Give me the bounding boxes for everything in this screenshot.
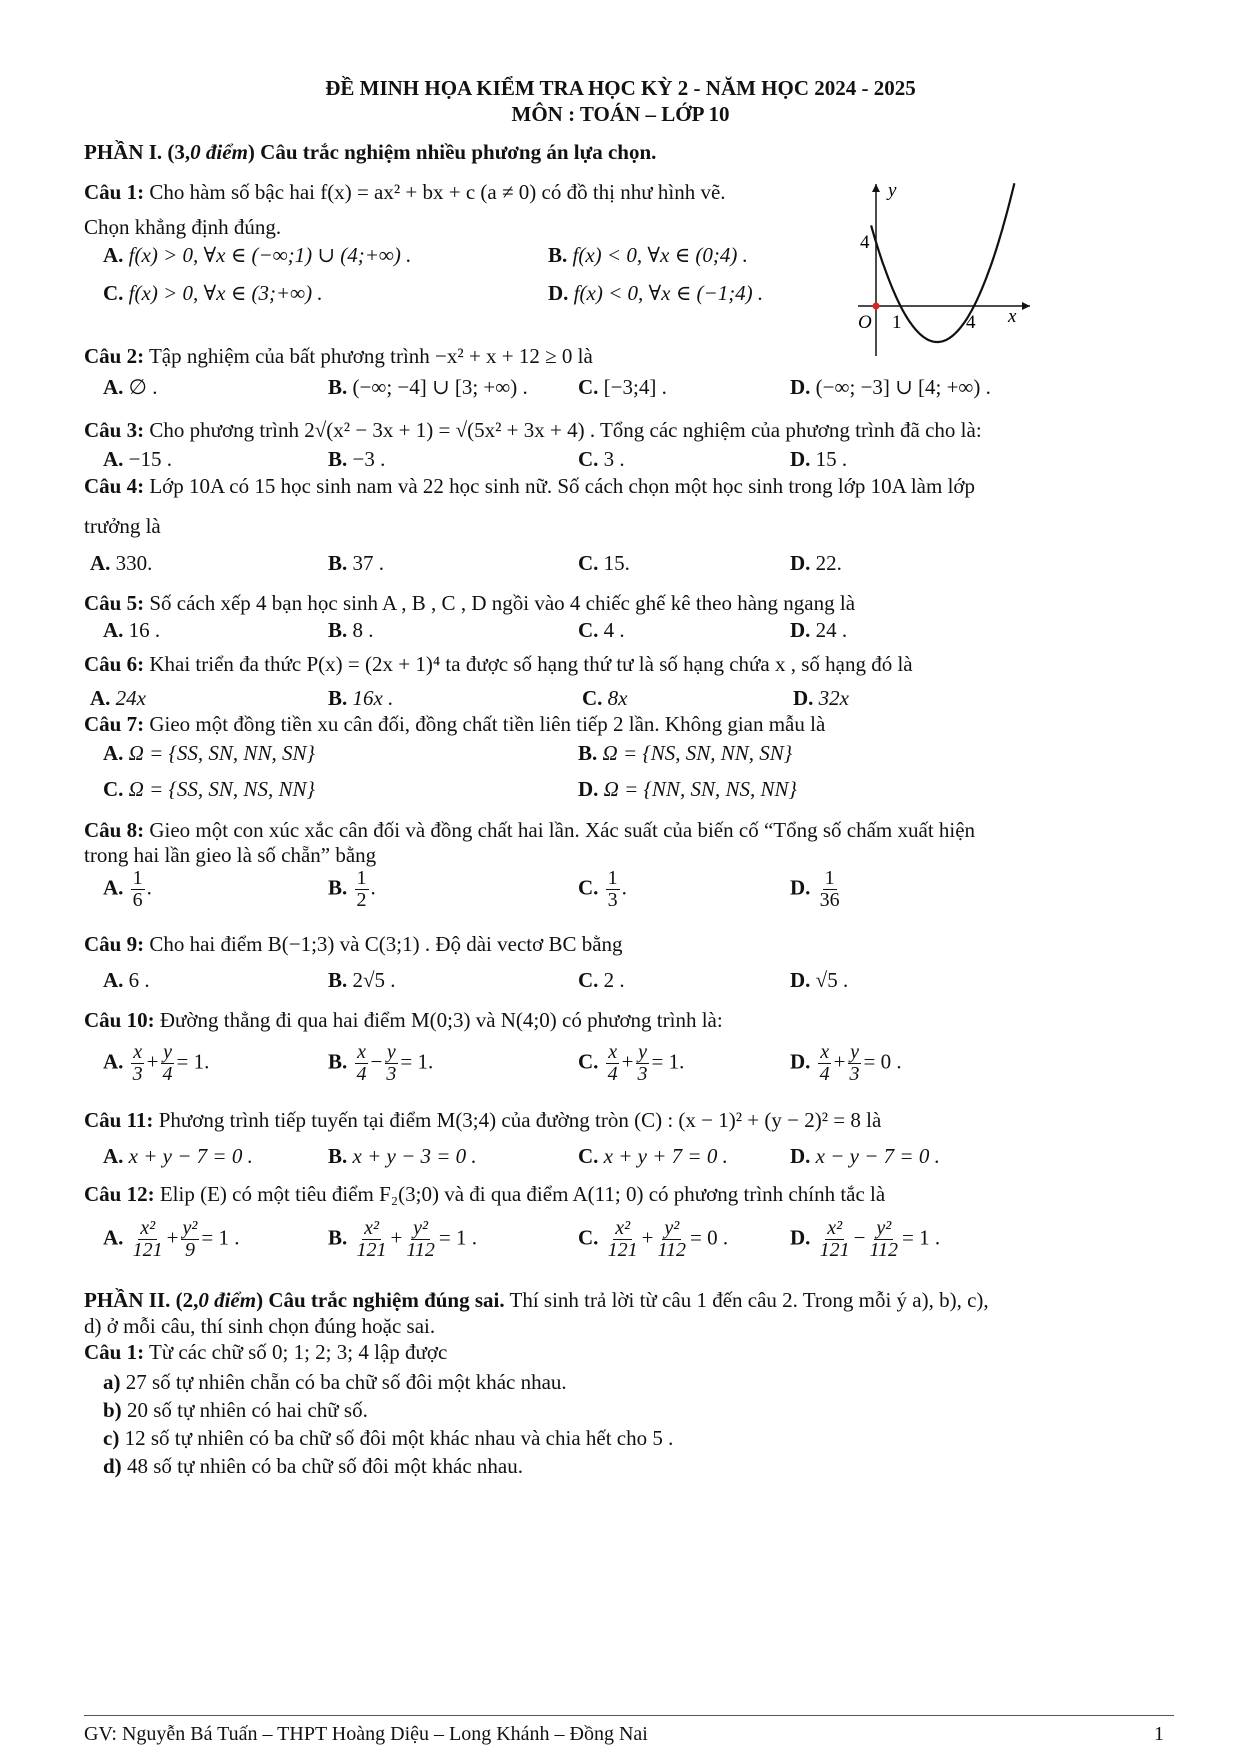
q11-option-d: D. x − y − 7 = 0 . bbox=[790, 1144, 940, 1168]
q5-option-b: B. 8 . bbox=[328, 618, 374, 642]
q6-option-b: B. 16x . bbox=[328, 686, 394, 710]
q9-option-d: D. √5 . bbox=[790, 968, 849, 992]
question-1-line2: Chọn khẳng định đúng. bbox=[84, 215, 282, 239]
question-7: Câu 7: Gieo một đồng tiền xu cân đối, đồng chất tiền liên tiếp 2 lần. Không gian mẫu là bbox=[84, 712, 826, 736]
q6-option-c: C. 8x bbox=[582, 686, 628, 710]
q2-option-b: B. (−∞; −4] ∪ [3; +∞) . bbox=[328, 375, 528, 399]
q3-option-c: C. 3 . bbox=[578, 447, 625, 471]
q3-option-b: B. −3 . bbox=[328, 447, 386, 471]
footer-divider bbox=[84, 1715, 1174, 1716]
parabola-graph bbox=[848, 178, 1038, 358]
q3-option-a: A. −15 . bbox=[103, 447, 173, 471]
part1-heading: PHẦN I. (3,0 điểm) Câu trắc nghiệm nhiều phương án lựa chọn. bbox=[84, 140, 657, 164]
graph-tick-4: 4 bbox=[966, 312, 976, 333]
q5-option-d: D. 24 . bbox=[790, 618, 848, 642]
q4-option-c: C. 15. bbox=[578, 551, 630, 575]
footer-author: GV: Nguyễn Bá Tuấn – THPT Hoàng Diệu – Long Khánh – Đồng Nai bbox=[84, 1723, 648, 1745]
q8-option-b: B. $\frac{1}{2}$ . bbox=[328, 867, 376, 911]
q7-option-a: A. Ω = {SS, SN, NN, SN} bbox=[103, 741, 315, 765]
q6-option-a: A. 24x bbox=[90, 686, 146, 710]
q5-option-c: C. 4 . bbox=[578, 618, 625, 642]
q6-option-d: D. 32x bbox=[793, 686, 849, 710]
part2-item-b: b) 20 số tự nhiên có hai chữ số. bbox=[103, 1398, 368, 1422]
q8-option-d: D. $\frac{1}{36}$ bbox=[790, 867, 840, 911]
q2-option-d: D. (−∞; −3] ∪ [4; +∞) . bbox=[790, 375, 991, 399]
question-10: Câu 10: Đường thẳng đi qua hai điểm M(0;3) và N(4;0) có phương trình là: bbox=[84, 1008, 723, 1032]
exam-title: ĐỀ MINH HỌA KIỂM TRA HỌC KỲ 2 - NĂM HỌC 2024 - 2025 bbox=[325, 76, 916, 100]
q7-option-b: B. Ω = {NS, SN, NN, SN} bbox=[578, 741, 793, 765]
question-8: Câu 8: Gieo một con xúc xắc cân đối và đồng chất hai lần. Xác suất của biến cố “Tổng số chấm xuất hiện bbox=[84, 818, 976, 842]
part2-question-1: Câu 1: Từ các chữ số 0; 1; 2; 3; 4 lập được bbox=[84, 1340, 448, 1364]
part2-item-d: d) 48 số tự nhiên có ba chữ số đôi một khác nhau. bbox=[103, 1454, 523, 1478]
page-footer bbox=[84, 1723, 1174, 1746]
q7-option-d: D. Ω = {NN, SN, NS, NN} bbox=[578, 777, 797, 801]
q4-option-a: A. 330. bbox=[90, 551, 153, 575]
q1-option-d: D. f(x) < 0, ∀x ∈ (−1;4) . bbox=[548, 281, 764, 305]
q9-option-a: A. 6 . bbox=[103, 968, 150, 992]
q1-option-c: C. f(x) > 0, ∀x ∈ (3;+∞) . bbox=[103, 281, 323, 305]
question-6: Câu 6: Khai triển đa thức P(x) = (2x + 1)⁴ ta được số hạng thứ tư là số hạng chứa x , số hạng đó là bbox=[84, 652, 913, 676]
exam-subject: MÔN : TOÁN – LỚP 10 bbox=[511, 102, 730, 126]
part2-instruction: d) ở mỗi câu, thí sinh chọn đúng hoặc sai. bbox=[84, 1314, 436, 1338]
part2-item-a: a) 27 số tự nhiên chẵn có ba chữ số đôi một khác nhau. bbox=[103, 1370, 567, 1394]
q12-option-a: A. $\frac{\text{x²}}{121}$ + $\frac{\text{y²}}{9}$ = 1 . bbox=[103, 1217, 240, 1261]
q10-option-c: C. $\frac{x}{4}$ + $\frac{y}{3}$ = 1. bbox=[578, 1041, 685, 1085]
part2-heading: PHẦN II. (2,0 điểm) Câu trắc nghiệm đúng sai. Thí sinh trả lời từ câu 1 đến câu 2. Trong mỗi ý a), b), c), bbox=[84, 1288, 989, 1312]
q11-option-a: A. x + y − 7 = 0 . bbox=[103, 1144, 253, 1168]
q10-option-d: D. $\frac{x}{4}$ + $\frac{y}{3}$ = 0 . bbox=[790, 1041, 902, 1085]
q12-option-c: C. $\frac{\text{x²}}{121}$ + $\frac{\text{y²}}{112}$ = 0 . bbox=[578, 1217, 729, 1261]
q2-option-a: A. ∅ . bbox=[103, 375, 158, 399]
part2-item-c: c) 12 số tự nhiên có ba chữ số đôi một khác nhau và chia hết cho 5 . bbox=[103, 1426, 674, 1450]
q10-option-a: A. $\frac{x}{3}$ + $\frac{y}{4}$ = 1. bbox=[103, 1041, 210, 1085]
q1-option-b: B. f(x) < 0, ∀x ∈ (0;4) . bbox=[548, 243, 748, 267]
page-number: 1 bbox=[1154, 1723, 1164, 1745]
graph-origin: O bbox=[858, 312, 872, 333]
q8-option-c: C. $\frac{1}{3}$ . bbox=[578, 867, 627, 911]
q2-option-c: C. [−3;4] . bbox=[578, 375, 667, 399]
q7-option-c: C. Ω = {SS, SN, NS, NN} bbox=[103, 777, 315, 801]
question-12: Câu 12: Elip (E) có một tiêu điểm F₂(3;0) và đi qua điểm A(11; 0) có phương trình chính tắc là bbox=[84, 1182, 886, 1206]
question-4-line2: trưởng là bbox=[84, 514, 161, 538]
q10-option-b: B. $\frac{x}{4}$ − $\frac{y}{3}$ = 1. bbox=[328, 1041, 434, 1085]
question-9: Câu 9: Cho hai điểm B(−1;3) và C(3;1) . Độ dài vectơ BC bằng bbox=[84, 932, 623, 956]
q11-option-b: B. x + y − 3 = 0 . bbox=[328, 1144, 477, 1168]
q5-option-a: A. 16 . bbox=[103, 618, 161, 642]
question-2: Câu 2: Tập nghiệm của bất phương trình −x² + x + 12 ≥ 0 là bbox=[84, 344, 593, 368]
question-11: Câu 11: Phương trình tiếp tuyến tại điểm M(3;4) của đường tròn (C) : (x − 1)² + (y − 2)² = 8 là bbox=[84, 1108, 882, 1132]
question-8-line2: trong hai lần gieo là số chẵn” bằng bbox=[84, 843, 377, 867]
question-1: Câu 1: Cho hàm số bậc hai f(x) = ax² + bx + c (a ≠ 0) có đồ thị như hình vẽ. bbox=[84, 180, 726, 204]
q4-option-b: B. 37 . bbox=[328, 551, 385, 575]
q12-option-b: B. $\frac{\text{x²}}{121}$ + $\frac{\text{y²}}{112}$ = 1 . bbox=[328, 1217, 477, 1261]
q9-option-b: B. 2√5 . bbox=[328, 968, 396, 992]
graph-y-label: y bbox=[888, 180, 897, 201]
q12-option-d: D. $\frac{\text{x²}}{121}$ − $\frac{\text{y²}}{112}$ = 1 . bbox=[790, 1217, 941, 1261]
graph-x-label: x bbox=[1008, 306, 1017, 327]
graph-y-tick-4: 4 bbox=[860, 232, 870, 253]
question-3: Câu 3: Cho phương trình 2√(x² − 3x + 1) = √(5x² + 3x + 4) . Tổng các nghiệm của phương trình đã cho là: bbox=[84, 418, 982, 442]
question-5: Câu 5: Số cách xếp 4 bạn học sinh A , B , C , D ngồi vào 4 chiếc ghế kê theo hàng ngang là bbox=[84, 591, 856, 615]
question-4: Câu 4: Lớp 10A có 15 học sinh nam và 22 học sinh nữ. Số cách chọn một học sinh trong lớp 10A làm lớp bbox=[84, 474, 976, 498]
graph-tick-1: 1 bbox=[892, 312, 902, 333]
q9-option-c: C. 2 . bbox=[578, 968, 625, 992]
q8-option-a: A. $\frac{1}{6}$ . bbox=[103, 867, 152, 911]
q4-option-d: D. 22. bbox=[790, 551, 842, 575]
q11-option-c: C. x + y + 7 = 0 . bbox=[578, 1144, 728, 1168]
q3-option-d: D. 15 . bbox=[790, 447, 848, 471]
q1-option-a: A. f(x) > 0, ∀x ∈ (−∞;1) ∪ (4;+∞) . bbox=[103, 243, 412, 267]
